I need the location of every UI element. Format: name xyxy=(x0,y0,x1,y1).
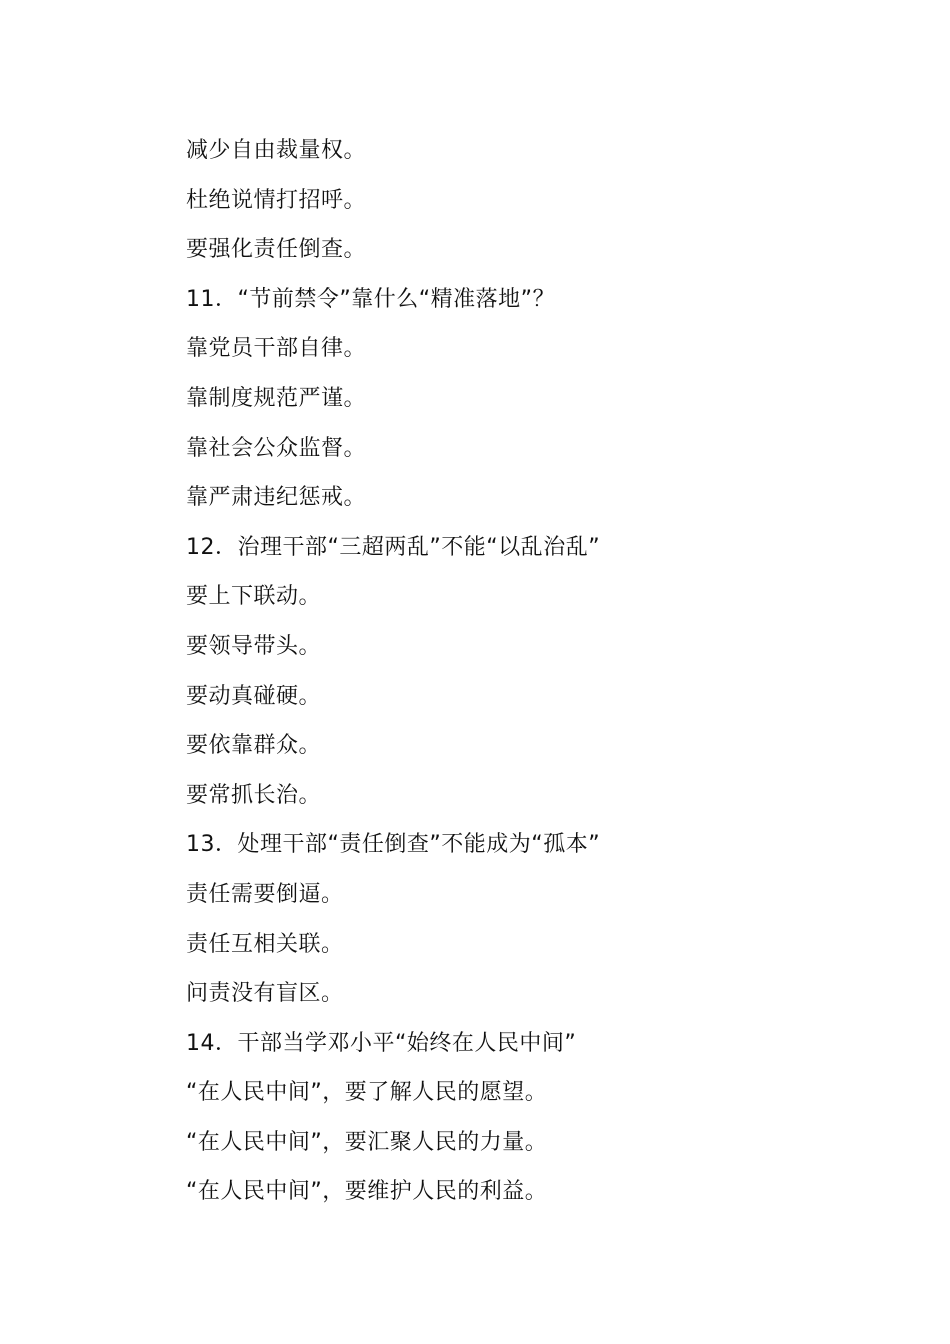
text-line: 责任需要倒逼。 xyxy=(186,881,344,907)
text-line: 要动真碰硬。 xyxy=(186,683,322,709)
section-heading-13: 13．处理干部“责任倒查”不能成为“孤本” xyxy=(186,832,601,858)
text-line: 减少自由裁量权。 xyxy=(186,138,367,163)
text-line: 靠制度规范严谨。 xyxy=(186,385,367,411)
text-line: “在人民中间”，要了解人民的愿望。 xyxy=(186,1080,548,1106)
text-line: 要依靠群众。 xyxy=(186,733,322,759)
section-heading-12: 12．治理干部“三超两乱”不能“以乱治乱” xyxy=(186,534,601,560)
document-body xyxy=(186,126,806,1217)
text-line: 靠党员干部自律。 xyxy=(186,336,367,362)
text-line: 杜绝说情打招呼。 xyxy=(186,187,367,213)
text-line: “在人民中间”，要汇聚人民的力量。 xyxy=(186,1129,548,1155)
text-line: 责任互相关联。 xyxy=(186,931,344,957)
section-heading-14: 14．干部当学邓小平“始终在人民中间” xyxy=(186,1030,577,1056)
text-line: 要常抓长治。 xyxy=(186,782,322,808)
text-line: 要强化责任倒查。 xyxy=(186,237,367,263)
text-line: “在人民中间”，要维护人民的利益。 xyxy=(186,1179,548,1205)
text-line: 要领导带头。 xyxy=(186,633,322,659)
section-heading-11: 11．“节前禁令”靠什么“精准落地”？ xyxy=(186,286,556,312)
text-line: 靠严肃违纪惩戒。 xyxy=(186,485,367,511)
text-line: 问责没有盲区。 xyxy=(186,981,344,1007)
text-line: 靠社会公众监督。 xyxy=(186,435,367,461)
text-line: 要上下联动。 xyxy=(186,584,322,610)
